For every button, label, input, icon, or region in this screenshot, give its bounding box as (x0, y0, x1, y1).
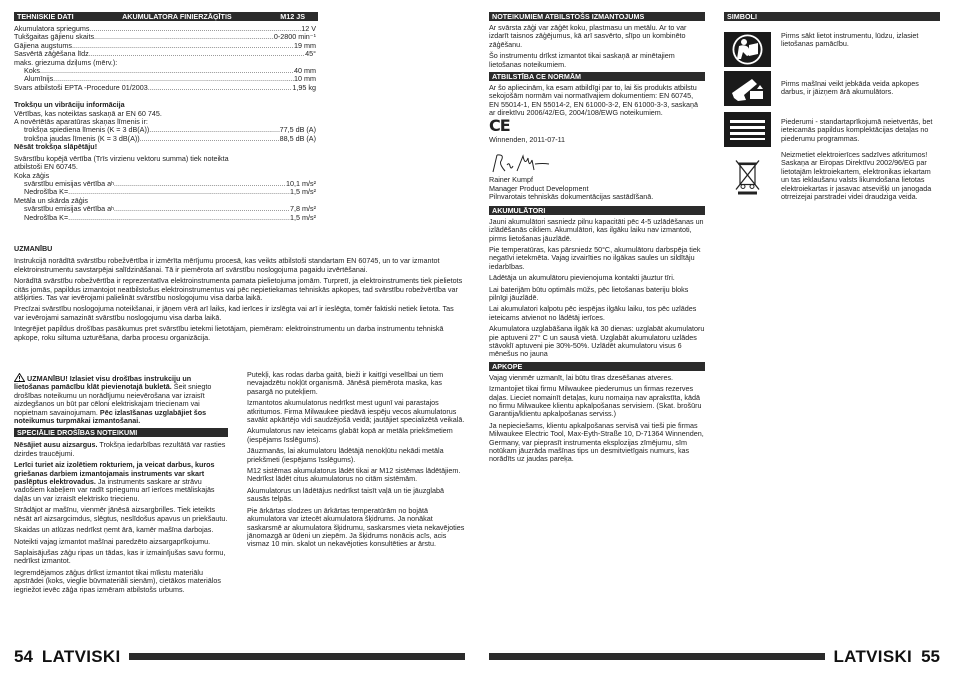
p1-text: Trokšņa iedarbības rezultātā var rasties dzirdes traucējumi. (14, 440, 226, 458)
storage-text: Akumulatora uzglabāšana ilgāk kā 30 dienas: uzglabāt akumulatoru pie aptuveni 27° C un sausā vietā. Uzglabāt akumulatoru uzlādes stāvoklī aptuveni pie 30%-50%. Uzlādēt akumulatoru visus 6 mēnešus no jauna (489, 324, 705, 359)
safety-column (14, 373, 228, 597)
wood-vibration-list (14, 180, 318, 197)
footer-left (14, 648, 465, 665)
battery-paragraph: Pie temperatūras, kas pārsniedz 50°C, akumulātoru darbspēja tiek negatīvi ietekmēta. Vajag izvairīties no ilgākas saules un sildītāju iedarbības. (489, 244, 701, 271)
symbol-weee (724, 151, 940, 201)
dot-leader (114, 180, 286, 188)
dot-leader (53, 75, 294, 83)
right-text-column (489, 12, 705, 467)
signer-title: Manager Product Development (489, 183, 589, 193)
attention-paragraph: Norādītā svārstību robežvērtība ir reprezentatīva elektroinstrumenta pamata pielietojuma jomām. Turpretī, ja elektroinstruments tiek pielietots citās jomās, papildus izmantojot neatbilstošus elektroinstrumentus vai pēc nepietiekamas tehniskās apkopes, tad svārstību robežvērtība var atšķirties. Tas var ievērojami palielināt svārstību noslogojumu visa darba laikā. (14, 276, 463, 303)
spec-value: 88,5 dB (A) (279, 134, 316, 143)
symbol-text-accessories: Piederumi - standartaprīkojumā neietvertās, bet ieteicamās papildus komplektācijas detaļas no piederumu programmas. (781, 117, 933, 143)
attention-paragraphs (14, 257, 464, 342)
dot-leader (94, 33, 274, 41)
dot-leader (40, 67, 294, 75)
depth-list (14, 67, 318, 84)
maintenance-header (489, 362, 705, 371)
vibration-intro: Svārstību kopējā vērtība (Trīs virzienu vektoru summa) tiek noteikta atbilstoši EN 60745. (14, 153, 229, 172)
tech-data-header (14, 12, 318, 21)
dot-leader (68, 188, 290, 196)
metal-cutting-label: Metāla un skārda zāģis (14, 195, 88, 205)
dot-leader (72, 42, 294, 50)
safety-paragraphs (14, 506, 228, 594)
remove-battery-icon (724, 71, 771, 106)
dot-leader (140, 135, 280, 143)
footer-right (489, 648, 940, 665)
language-label-right: LATVISKI (833, 647, 913, 666)
spec-row (24, 180, 318, 188)
spec-label: Akumulatora spriegums (14, 25, 90, 33)
attention-section (14, 245, 464, 345)
attention-paragraph: Integrējiet papildus drošības pasākumus pret svārstību ietekmi lietotājam, piemēram: elektroinstrumentu un darba instrumentu tehniskā apkope, roku siltuma uzturēšana, darba procesu organizācija. (14, 324, 444, 342)
safety-paragraph: Noteikti vajag izmantot mašīnai paredzēto aizsargaprīkojumu. (14, 536, 211, 546)
attention-paragraph: Precīzai svārstību noslogojuma noteikšanai, ir jāņem vērā arī laiks, kad ierīces ir izslēgta vai arī ir ieslēgta, tomēr faktiski netiek lietota. Tas var ievērojami samazināt svārstību noslogojumu visa darba laikā. (14, 304, 454, 322)
language-label-left: LATVISKI (41, 647, 121, 666)
spec-row (24, 126, 318, 134)
battery-safety-paragraph: Akumulatorus un lādētājus nedrīkst taisīt vaļā un tie jāuzglabā sausās telpās. (247, 485, 444, 504)
weight-spec: Svars atbilstoši EPTA -Procedure 01/2003 ..... 1,95 kg (14, 84, 318, 92)
p1-bold: Nēsājiet ausu aizsargus. (14, 440, 98, 450)
spec-label: trokšņa spiediena līmenis (K = 3 dB(A)) (24, 126, 150, 135)
intended-use-paragraph: Šo instrumentu drīkst izmantot tikai saskaņā ar minētajiem lietošanas noteikumiem. (489, 51, 675, 69)
spec-label: Alumīnijs (24, 75, 54, 84)
spec-value: 1,5 m/s² (290, 213, 316, 222)
dot-leader (68, 214, 290, 222)
spec-label: svārstību emisijas vērtība a (24, 179, 112, 188)
warning-bold-text: UZMANĪBU! Izlasiet visu drošības instrukciju un lietošanas pamācību klāt pievienotajā bukletā. (14, 374, 192, 392)
spec-row (24, 75, 318, 83)
symbol-remove-battery (724, 71, 940, 106)
place-date: Winnenden, 2011-07-11 (489, 135, 566, 145)
spec-row (24, 205, 318, 213)
battery-paragraph: Lādētāja un akumulātoru pievienojuma kontakti jāuztur tīri. (489, 273, 675, 283)
max-depth-label: maks. griezuma dziļums (mērv.): (14, 57, 118, 67)
battery-safety-paragraph: Izmantotos akumulatorus nedrīkst mest ugunī vai parastajos atkritumos. Firma Milwaukee piedāvā iespēju vecos akumulatorus savākt apkārtējo vidi saudzējošā veidā; jautājiet specializētā veikalā. (247, 398, 465, 425)
noise-lines (14, 110, 318, 127)
battery-safety-paragraph: Putekļi, kas rodas darba gaitā, bieži ir kaitīgi veselībai un tiem nevajadzētu nokļūt organismā. Jānēsā piemērota maska, kas pasargā no putekļiem. (247, 370, 444, 396)
dot-leader (90, 25, 302, 33)
signer-note: Pilnvarotais tehniskās dokumentācijas sastādīšanā. (489, 192, 654, 202)
spec-value: 10 mm (294, 75, 316, 84)
dot-leader (149, 126, 279, 134)
spec-value: 19 mm (294, 41, 316, 50)
symbols-title: SIMBOLI (727, 12, 757, 21)
battery-safety-paragraph: Pie ārkārtas slodzes un ārkārtas temperatūrām no bojātā akumulatora var iztecēt akumulatora šķidrums. Ja nonākat saskarsmē ar akumulatora šķidrumu, saskarsmes vieta nekavējoties jānomazgā ar ūdeni un ziepēm. Ja šķidrums nonācis acīs, acis vismaz 10 min. skalot un nekavējoties konsultēties ar ārstu. (247, 505, 465, 549)
header-model: M12 JS (280, 12, 305, 21)
battery-header (489, 206, 705, 215)
warning-block (14, 373, 228, 425)
spec-value: 1,5 m/s² (290, 188, 316, 197)
spec-label: Sasvērtā zāģēšana līdz (14, 50, 89, 59)
intended-use-paragraph: Ar svārsta zāģi var zāģēt koku, plastmasu un metālu. Ar to var izdarīt taisnos zāģējumus, kā arī sasvērto, slīpo un kombinēto zāģēšanu. (489, 23, 687, 49)
battery-safety-paragraph: M12 sistēmas akumulatorus lādēt tikai ar M12 sistēmas lādētājiem. Nedrīkst lādēt citus akumulatorus no citām sistēmām. (247, 466, 461, 484)
ear-protection-para (14, 441, 228, 458)
conformity-title: ATBILSTĪBA CE NORMĀM (492, 72, 582, 82)
symbols-column (724, 12, 940, 205)
special-safety-header (14, 428, 228, 437)
weee-bin-icon (724, 157, 771, 195)
signature (491, 152, 705, 174)
footer-rule-left (129, 653, 465, 660)
spec-value: 0-2800 min⁻¹ (273, 33, 316, 42)
attention-title: UZMANĪBU (14, 244, 53, 253)
header-product: AKUMULATORA FINIERZĀĢĪTIS (122, 12, 232, 21)
battery-title: AKUMULĀTORI (492, 205, 546, 215)
spec-value: 7,8 m/s² (290, 205, 316, 214)
battery-paragraphs (489, 218, 705, 322)
spec-label: Tukšgaitas gājienu skaits (14, 33, 95, 42)
spec-label: Koks (24, 67, 40, 76)
spec-value: 77,5 dB (A) (279, 126, 316, 135)
tech-data-section (14, 12, 318, 222)
symbol-read-manual (724, 32, 940, 67)
spec-subscript: h (111, 206, 114, 213)
spec-label: Gājiena augstums (14, 41, 72, 50)
safety-paragraph: Saplaisājušas zāģu ripas un tādas, kas ir izmainījušas savu formu, nedrīkst izmantot. (14, 547, 226, 566)
maintenance-paragraph: Ja nepieciešams, klientu apkalpošanas servisā vai tieši pie firmas Milwaukee Electric Tool, Max-Eyth-Straße 10, D-71364 Winnenden, Germany, var pieprasīt instrumenta eksplozijas zīmējumu, sīm notūkam jāuzrāda mašīnas tips un desmitvietīgais numurs, kas norādīts uz jaudas pareķa. (489, 420, 704, 464)
spec-list (14, 25, 318, 59)
attention-paragraph: Instrukcijā norādītā svārstību robežvērtība ir izmērīta mērījumu procesā, kas veikts atbilstoši standartam EN 60745, un to var izmantot elektroinstrumentu savstarpējai salīdzināšanai. Tā ir piemērota arī svārstību noslogojuma pagaidu izvērtēšanai. (14, 256, 440, 274)
ce-mark: CE (489, 115, 510, 135)
battery-paragraph: Jauni akumulātori sasniedz pilnu kapacitāti pēc 4-5 uzlādēšanas un izlādēšanās cikliem. Akumulātori, kas ilgāku laiku nav izmantoti, pirms lietošanas jāuzlādē. (489, 216, 704, 243)
intended-use-header (489, 12, 705, 21)
insulated-grip-para (14, 461, 228, 503)
spec-row (14, 25, 318, 33)
p2-bold: Lerīci turiet aiz izolētiem rokturiem, ja veicat darbus, kuros griešanas darbiem izmantojamais instruments var skart paslēptus elektrovadus. (14, 460, 215, 487)
battery-paragraph: Lai baterijām būtu optimāls mūžs, pēc lietošanas bateriju bloks pilnīgi jāuzlādē. (489, 284, 689, 302)
spec-subscript: h (111, 180, 114, 187)
safety-paragraph: Skaidas un atlūzas nedrīkst ņemt ārā, kamēr mašīna darbojas. (14, 525, 214, 535)
battery-safety-paragraphs (247, 371, 465, 549)
safety-paragraph: Strādājot ar mašīnu, vienmēr jānēsā aizsargbrilles. Tiek ieteikts nēsāt arī aizsargcimdus, slēgtus, neslīdošus apavus un priekšautu. (14, 505, 228, 523)
conformity-header (489, 72, 705, 81)
signer-name: Rainer Kumpf (489, 175, 533, 185)
symbol-accessories (724, 112, 940, 147)
signature-graphic (491, 152, 551, 174)
spec-value: 45° (305, 50, 316, 59)
noise-title: Trokšņu un vibrāciju informācija (14, 100, 125, 110)
spec-label: svārstību emisijas vērtība a (24, 205, 112, 214)
spec-row (24, 214, 318, 222)
battery-paragraph: Lai akumulatori kalpotu pēc iespējas ilgāku laiku, tos pēc uzlādes ieteicams atvienot no lādētāj ierīces. (489, 304, 697, 322)
accessories-icon (724, 112, 771, 147)
noise-line: A novērtētās aparatūras skaņas līmenis ir: (14, 117, 148, 127)
warning-keep-text: Pēc izlasīšanas uzglabājiet šos noteikumus turpmākai izmantošanai. (14, 407, 207, 426)
spec-label: Nedrošība K= (24, 213, 69, 222)
maintenance-paragraph: Vajag vienmēr uzmanīt, lai būtu tīras dzesēšanas atveres. (489, 372, 674, 382)
battery-safety-paragraph: Akumulatorus nav ieteicams glabāt kopā ar metāla priekšmetiem (iespējams īsslēgums). (247, 426, 453, 444)
intended-use-title: NOTEIKUMIEM ATBILSTOŠS IZMANTOJUMS (492, 12, 645, 21)
dot-leader (89, 50, 305, 58)
spec-label: trokšņa jaudas līmenis (K = 3 dB(A)) (24, 134, 140, 143)
page-number-left: 54 (14, 647, 33, 666)
metal-vibration-list (14, 205, 318, 222)
noise-line: Vērtības, kas noteiktas saskaņā ar EN 60 745. (14, 108, 162, 118)
noise-list (14, 126, 318, 143)
safety-paragraph: Iegremdējamos zāģus drīkst izmantot tikai mīkstu materiālu apstrādei (koks, vieglie būvmateriāli sienām), cietākos materiālos iegriežot ievēc zāģa ripas izmēram atbilstošs urbums. (14, 567, 221, 594)
footer-rule-right (489, 653, 825, 660)
special-safety-title: SPECIĀLIE DROŠĪBAS NOTEIKUMI (17, 428, 138, 438)
symbol-text-read-manual: Pirms sākt lietot instrumentu, lūdzu, izlasiet lietošanas pamācību. (781, 31, 919, 49)
spec-row (14, 42, 318, 50)
warning-text: Šeit sniegto drošības noteikumu un norādījumu neievērošana var izraisīt aizdegšanos un būt par cēloni elektriskajam triecienam vai nopietnam savainojumam. (14, 382, 212, 417)
spec-row (24, 67, 318, 75)
header-title: TEHNISKIE DATI (17, 12, 74, 21)
conformity-text: Ar šo apliecinām, ka esam atbildīgi par to, lai šis produkts atbilstu sekojošām normām vai normatīvajiem dokumentiem: EN 60745, EN 55014-1, EN 55014-2, EN 61000-3-2, EN 61000-3-3, saskaņā ar direktīvu 2006/42/EG, 2004/108/EWG noteikumiem. (489, 83, 698, 118)
maintenance-title: APKOPE (492, 361, 523, 371)
spec-value: 12 V (301, 25, 316, 33)
spec-value: 40 mm (294, 67, 316, 76)
page-number-right: 55 (921, 647, 940, 666)
intended-use-paragraphs (489, 24, 705, 69)
symbol-text-weee: Neizmetiet elektroierīces sadzīves atkritumos! Saskaņa ar Eiropas Direktīvu 2002/96/EG par lietotajām lektroiekartem, elektronikas iekartam un tas ieklaušanu valsts likumdošana lietotas elektroiekartas ir jasavac atsevišķi un janogada otrreizejai parstradei videi draudziga veida. (781, 150, 932, 202)
spec-label: Nedrošība K= (24, 188, 69, 197)
p2-text: Ja instruments saskare ar strāvu vadošiem kabeļiem var radīt spriegumu arī ierīces metāliskajās daļās un var izraisīt elektrisko triecienu. (14, 477, 215, 503)
maintenance-paragraph: Izmantojiet tikai firmu Milwaukee piederumus un firmas rezerves daļas. Lieciet nomainīt detaļas, kuru nomaiņa nav aprakstīta, kādā no firmu Milwaukee klientu apkalpošanas servisiem. (Skat. brošūru Garantija/klientu apkalpošanas serviss.) (489, 384, 702, 419)
battery-safety-paragraph: Jāuzmanās, lai akumulatoru lādētājā nenokļūtu nekādi metāla priekšmeti (iespējams īsslēgums). (247, 446, 444, 464)
maintenance-paragraphs (489, 374, 705, 464)
wood-cutting-label: Koka zāģis (14, 170, 50, 180)
spec-row (14, 33, 318, 41)
ear-protection-note: Nēsāt trokšņa slāpētāju! (14, 142, 98, 152)
spec-value: 10,1 m/s² (286, 179, 316, 188)
read-manual-icon (724, 32, 771, 67)
battery-safety-column (247, 371, 465, 552)
symbols-header (724, 12, 940, 21)
symbol-text-remove-battery: Pirms mašīnai veikt jebkāda veida apkopes darbus, ir jāizņem ārā akumulātors. (781, 79, 919, 97)
dot-leader (114, 205, 290, 213)
warning-triangle-icon (14, 373, 25, 382)
